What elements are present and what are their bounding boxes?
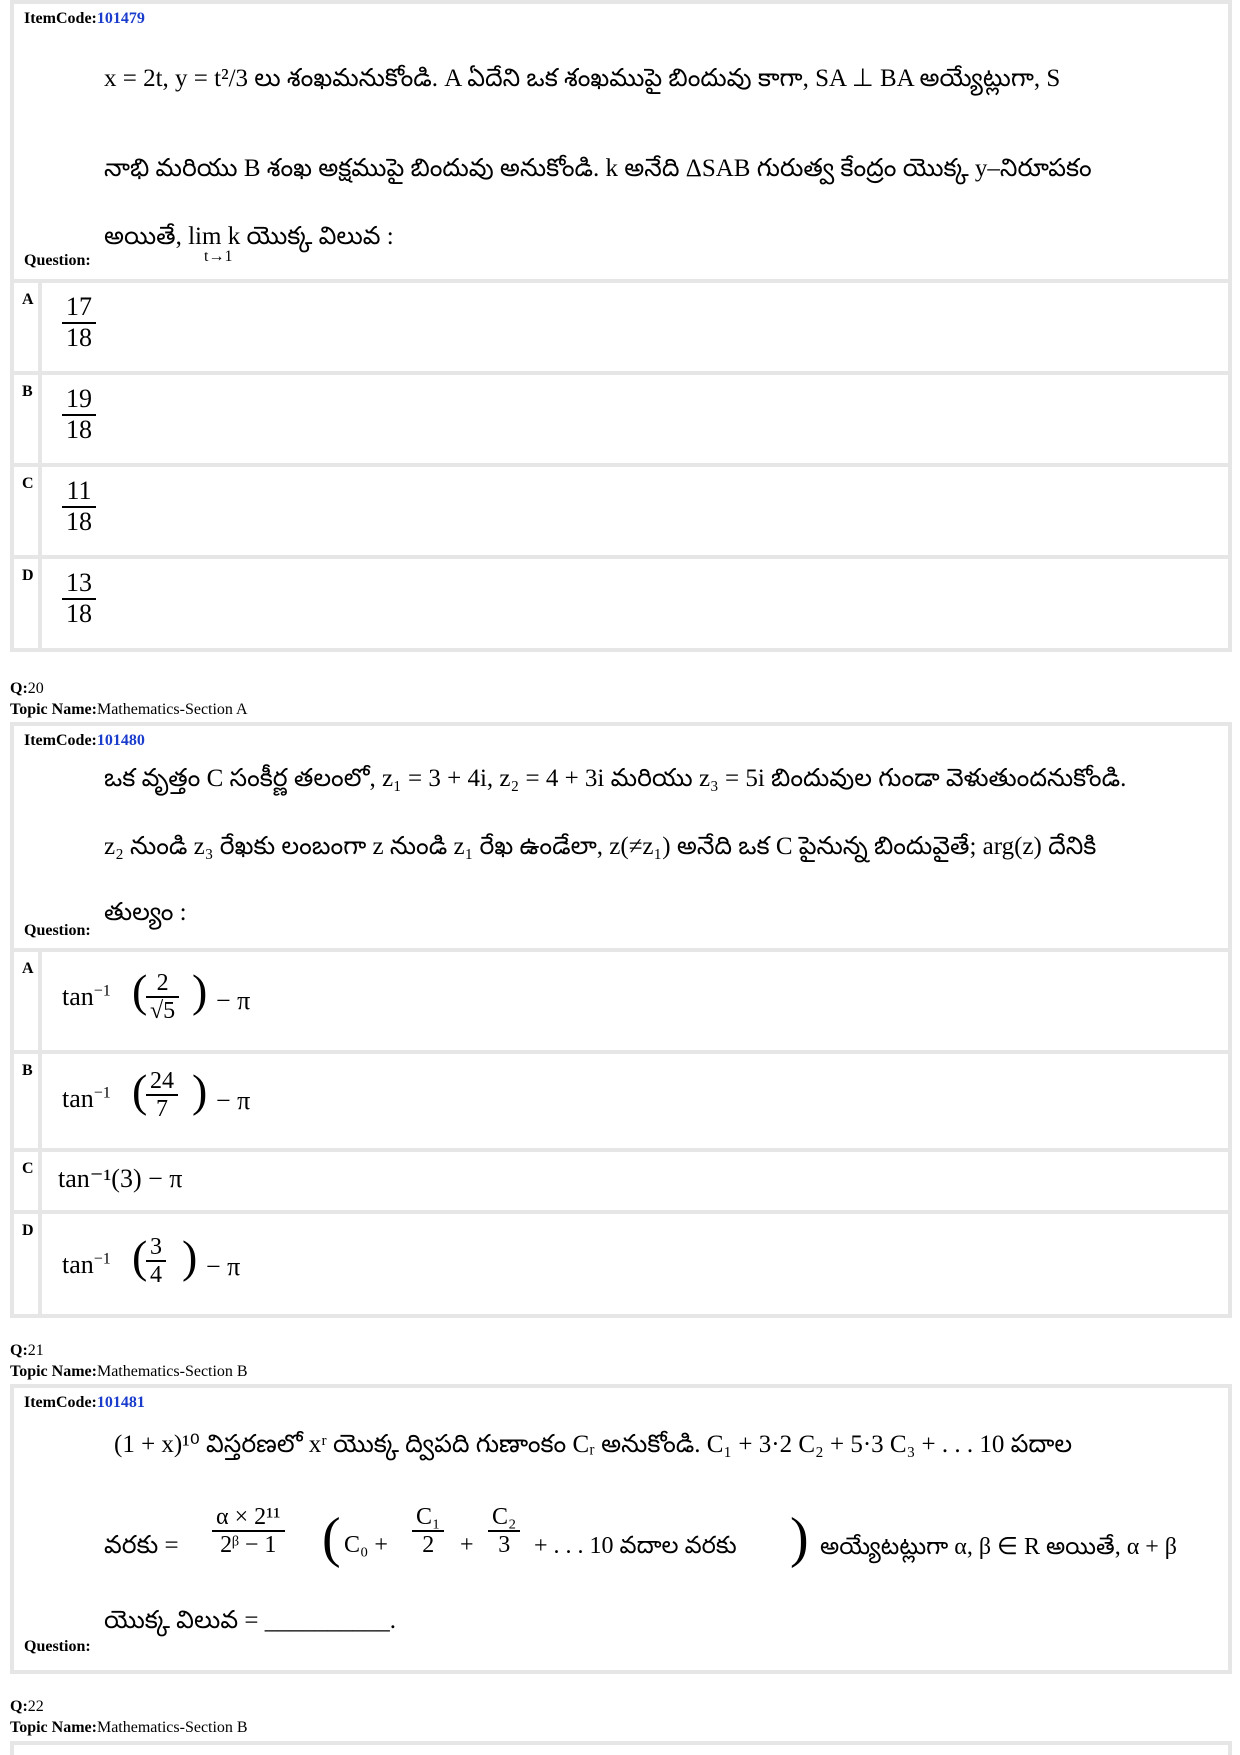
item-code: ItemCode:101480: [24, 732, 145, 749]
question-label: Question:: [24, 922, 91, 939]
right-paren: ): [192, 965, 208, 1016]
option-fraction: 2 √5: [146, 970, 179, 1025]
option-a[interactable]: [14, 279, 1228, 371]
question-block-21: [10, 1384, 1232, 1674]
option-expression: $\tan^{-1}$: [62, 1250, 111, 1279]
item-code: ItemCode:101481: [24, 1394, 145, 1411]
option-letter: A: [14, 283, 42, 371]
left-paren: (: [132, 1231, 148, 1282]
question-label: Question:: [24, 252, 91, 269]
option-expression: $\tan^{-1}$: [62, 982, 111, 1011]
option-expression: tan⁻¹(3) − π: [58, 1164, 183, 1193]
question-line-1: x = 2t, y = t²/3 లు శంఖమనుకోండి. A ఏదేని ఒక శంఖముపై బిందువు కాగా, SA ⊥ BA అయ్యేట్లుగా, S: [104, 65, 1061, 92]
option-c[interactable]: [14, 1148, 1228, 1210]
option-letter: B: [14, 375, 42, 463]
question-line-2: నాభి మరియు B శంఖ అక్షముపై బిందువు అనుకోండి. k అనేది ΔSAB గురుత్వ కేంద్రం యొక్క y–నిరూపకం: [104, 155, 1092, 182]
option-suffix: − π: [216, 986, 251, 1015]
question-line-3: యొక్క విలువ = __________.: [104, 1607, 396, 1634]
option-suffix: − π: [216, 1086, 251, 1115]
topic-name: Topic Name:Mathematics-Section A: [10, 701, 248, 718]
option-fraction: 19 18: [62, 385, 96, 444]
option-letter: C: [14, 467, 42, 555]
option-letter: B: [14, 1054, 42, 1148]
c0-term: C₀ +: [344, 1532, 388, 1558]
option-fraction: 17 18: [62, 293, 96, 352]
left-paren: (: [322, 1507, 341, 1569]
option-letter: A: [14, 952, 42, 1050]
question-number: Q:22: [10, 1698, 44, 1715]
question-label: Question:: [24, 1638, 91, 1655]
right-paren: ): [790, 1507, 809, 1569]
right-paren: ): [182, 1231, 198, 1282]
alpha-fraction: α × 2¹¹ 2ᵝ − 1: [212, 1504, 285, 1559]
left-paren: (: [132, 1065, 148, 1116]
option-c[interactable]: [14, 463, 1228, 555]
option-b[interactable]: [14, 371, 1228, 463]
question-number: Q:21: [10, 1342, 44, 1359]
option-a[interactable]: [14, 948, 1228, 1050]
topic-name: Topic Name:Mathematics-Section B: [10, 1719, 248, 1736]
question-line-3: అయితే, lim k యొక్క విలువ :: [104, 223, 394, 250]
option-fraction: 13 18: [62, 569, 96, 628]
item-code: ItemCode:101479: [24, 10, 145, 27]
option-letter: D: [14, 1214, 42, 1314]
option-fraction: 11 18: [62, 477, 96, 536]
option-fraction: 24 7: [146, 1068, 178, 1123]
question-number: Q:20: [10, 680, 44, 697]
option-suffix: − π: [206, 1252, 241, 1281]
option-fraction: 3 4: [146, 1234, 166, 1289]
option-letter: C: [14, 1152, 42, 1210]
question-block-20: [10, 722, 1232, 1318]
limit-subscript: t→1: [204, 248, 233, 265]
series-tail: + . . . 10 వదాల వరకు: [534, 1533, 737, 1559]
option-expression: $\tan^{-1}$: [62, 1084, 111, 1113]
question-line-2: z₂ నుండి z₃ రేఖకు లంబంగా z నుండి z₁ రేఖ ఉండేలా, z(≠z₁) అనేది ఒక C పైనున్న బిందువైతే; arg(z) దేనికి: [104, 833, 1097, 860]
right-paren: ): [192, 1065, 208, 1116]
question-line-1: (1 + x)¹⁰ విస్తరణలో xʳ యొక్క ద్విపది గుణాంకం Cᵣ అనుకోండి. C₁ + 3·2 C₂ + 5·3 C₃ + . . . 10 పదాల: [114, 1431, 1073, 1458]
c2-fraction: C₂ 3: [488, 1504, 520, 1559]
option-d[interactable]: [14, 1210, 1228, 1314]
next-block-border: [10, 1741, 1232, 1755]
option-b[interactable]: [14, 1050, 1228, 1148]
question-line-1: ఒక వృత్తం C సంకీర్ణ తలంలో, z₁ = 3 + 4i, z₂ = 4 + 3i మరియు z₃ = 5i బిందువుల గుండా వెళుతుందనుకోండి.: [104, 765, 1127, 792]
topic-name: Topic Name:Mathematics-Section B: [10, 1363, 248, 1380]
option-d[interactable]: [14, 555, 1228, 652]
condition-text: అయ్యేటట్లుగా α, β ∈ R అయితే, α + β: [820, 1534, 1178, 1560]
option-letter: D: [14, 559, 42, 652]
question-block-19: [10, 0, 1232, 652]
plus-sign: +: [460, 1532, 474, 1558]
c1-fraction: C₁ 2: [412, 1504, 444, 1559]
left-paren: (: [132, 965, 148, 1016]
equals-label: వరకు =: [104, 1532, 179, 1559]
question-line-3: తుల్యం :: [104, 899, 187, 926]
